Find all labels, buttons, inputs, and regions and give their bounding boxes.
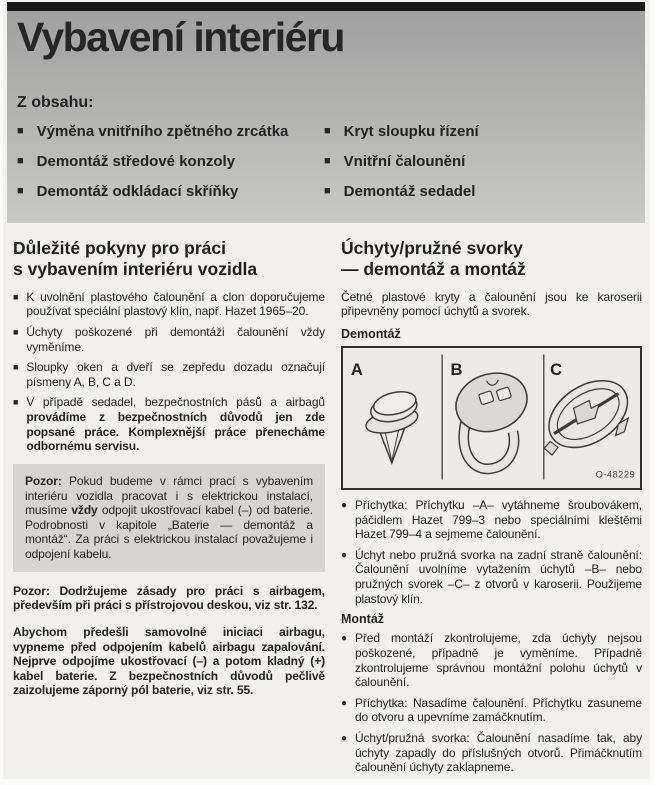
contents-item-label: Kryt sloupku řízení: [343, 123, 479, 141]
contents-item-label: Demontáž středové konzoly: [36, 152, 236, 170]
list-item: [341, 631, 642, 690]
warning-box: [13, 464, 325, 572]
list-item: [324, 183, 479, 202]
removal-steps-list: [341, 498, 642, 606]
square-bullet-icon: ■: [324, 184, 331, 197]
step-text: Příchytka: Příchytku –A– vytáhneme šroubovákem, páčidlem Hazet 799–3 nebo speciálními kleštěmi Hazet 799–4 a sejmeme čalounění.: [354, 497, 642, 542]
section-heading: Důležité pokyny pro práci s vybavením interiéru vozidla: [13, 238, 258, 280]
clips-illustration: [341, 346, 642, 490]
step-text: Úchyt nebo pružná svorka na zadní straně čalounění: Čalounění uvolníme vytažením úchytů –B– nebo pružných svorek –C– z otvorů v karoserii. Použijeme plastový klín.: [354, 547, 642, 606]
instruction-text: K uvolnění plastového čalounění a clon doporučujeme používat speciální plastový klín, např. Hazet 1965–20.: [26, 289, 325, 319]
contents-section: [17, 94, 645, 212]
page-header: [7, 11, 645, 223]
clips-diagram: [343, 348, 640, 488]
contents-item-label: Demontáž odkládací skříňky: [36, 182, 239, 200]
top-black-bar: [7, 2, 645, 11]
list-item: [17, 123, 324, 142]
dot-bullet-icon: ●: [341, 633, 347, 645]
section-heading: Úchyty/pružné svorky — demontáž a montáž: [341, 238, 526, 280]
list-item: [341, 498, 642, 542]
warning-text: odpojit ukostřovací kabel (–) od baterie. Podrobnosti v kapitole „Baterie — demontáž a montáž“. Za práci s elektrickou instalací považujeme i odpojení kabelu.: [25, 503, 314, 562]
list-item: [17, 153, 324, 172]
list-item: [324, 153, 479, 172]
dot-bullet-icon: ●: [341, 499, 347, 511]
list-item: [17, 183, 324, 202]
warning-label: Pozor:: [25, 473, 62, 488]
list-item: [341, 731, 642, 775]
installation-subheading: Montáž: [341, 612, 385, 627]
page-body: [13, 238, 642, 779]
square-bullet-icon: ■: [13, 397, 19, 408]
figure-reference-code: O-48229: [595, 469, 636, 480]
list-item: [13, 395, 325, 454]
warning-paragraph: Abychom předešli samovolné iniciaci airbagu, vypneme před odpojením kabelů airbagu zapalování. Nejprve odpojíme ukostřovací (–) a potom kladný (+) kabel baterie. Z bezpečnostních důvodů pečlivě zaizolujeme záporný pól baterie, viz str. 55.: [13, 624, 325, 698]
contents-list-right: [324, 123, 479, 212]
list-item: [13, 360, 325, 389]
clip-b-label: B: [450, 359, 463, 379]
list-item: [341, 696, 642, 725]
dot-bullet-icon: ●: [341, 697, 347, 709]
warning-emphasis: vždy: [71, 503, 98, 518]
list-item: [324, 123, 479, 142]
warning-text: Pokud budeme v rámci prací s vybavením interiéru vozidla pracovat i s elektrickou instalací, musíme: [25, 473, 313, 518]
square-bullet-icon: ■: [324, 154, 331, 167]
clip-a-drawing: [364, 388, 420, 463]
contents-heading: Z obsahu:: [17, 94, 94, 112]
step-text: Před montáží zkontrolujeme, zda úchyty nejsou poškozené, případně je vyměníme. Případně zkontrolujeme správnou montážní polohu úchytů v čalounění.: [354, 631, 642, 690]
list-item: [341, 548, 642, 607]
dot-bullet-icon: ●: [341, 733, 347, 745]
contents-item-label: Demontáž sedadel: [343, 182, 476, 200]
instruction-text: Sloupky oken a dveří se zepředu dozadu označují písmeny A, B, C a D.: [26, 360, 325, 389]
section-intro: Četné plastové kryty a čalounění jsou ke karoserii připevněny pomocí úchytů a svorek.: [341, 289, 642, 319]
removal-subheading: Demontáž: [341, 326, 401, 341]
clip-c-label: C: [550, 359, 563, 379]
clip-c-drawing: [537, 367, 640, 461]
square-bullet-icon: ■: [17, 184, 24, 197]
clip-b-drawing: [448, 364, 534, 469]
list-item: [13, 325, 325, 354]
instruction-text: V případě sedadel, bezpečnostních pásů a airbagů provádíme z bezpečnostních důvodů jen zde popsané práce. Komplexnější práce přenecháme odbornému servisu.: [26, 395, 325, 454]
page-title: Vybavení interiéru: [17, 14, 344, 60]
contents-item-label: Vnitřní čalounění: [343, 152, 466, 170]
section-clips-removal-installation: [341, 238, 642, 779]
step-text: Příchytka: Nasadíme čalounění. Příchytku zasuneme do otvoru a upevníme zamáčknutím.: [354, 695, 642, 725]
square-bullet-icon: ■: [324, 125, 331, 138]
list-item: [13, 290, 325, 319]
clip-a-label: A: [350, 359, 363, 379]
section-important-instructions: [13, 238, 325, 779]
square-bullet-icon: ■: [17, 125, 24, 138]
contents-item-label: Výměna vnitřního zpětného zrcátka: [36, 123, 289, 141]
square-bullet-icon: ■: [13, 291, 19, 302]
dot-bullet-icon: ●: [341, 549, 347, 561]
instructions-list: [13, 290, 325, 454]
installation-steps-list: [341, 631, 642, 775]
warning-paragraph: Pozor: Dodržujeme zásady pro práci s airbagem, především při práci s přístrojovou deskou, viz str. 132.: [13, 583, 325, 613]
square-bullet-icon: ■: [13, 362, 19, 373]
contents-columns: [17, 123, 645, 212]
manual-page: [3, 0, 650, 779]
square-bullet-icon: ■: [17, 154, 24, 167]
step-text: Úchyt/pružná svorka: Čalounění nasadíme tak, aby úchyty zapadly do příslušných otvorů. Přimáčknutím čalounění úchyty zaklapneme.: [354, 731, 642, 775]
instruction-text: Úchyty poškozené při demontáži čalounění vždy vyměníme.: [26, 324, 325, 354]
contents-list-left: [17, 123, 324, 212]
square-bullet-icon: ■: [13, 326, 19, 337]
